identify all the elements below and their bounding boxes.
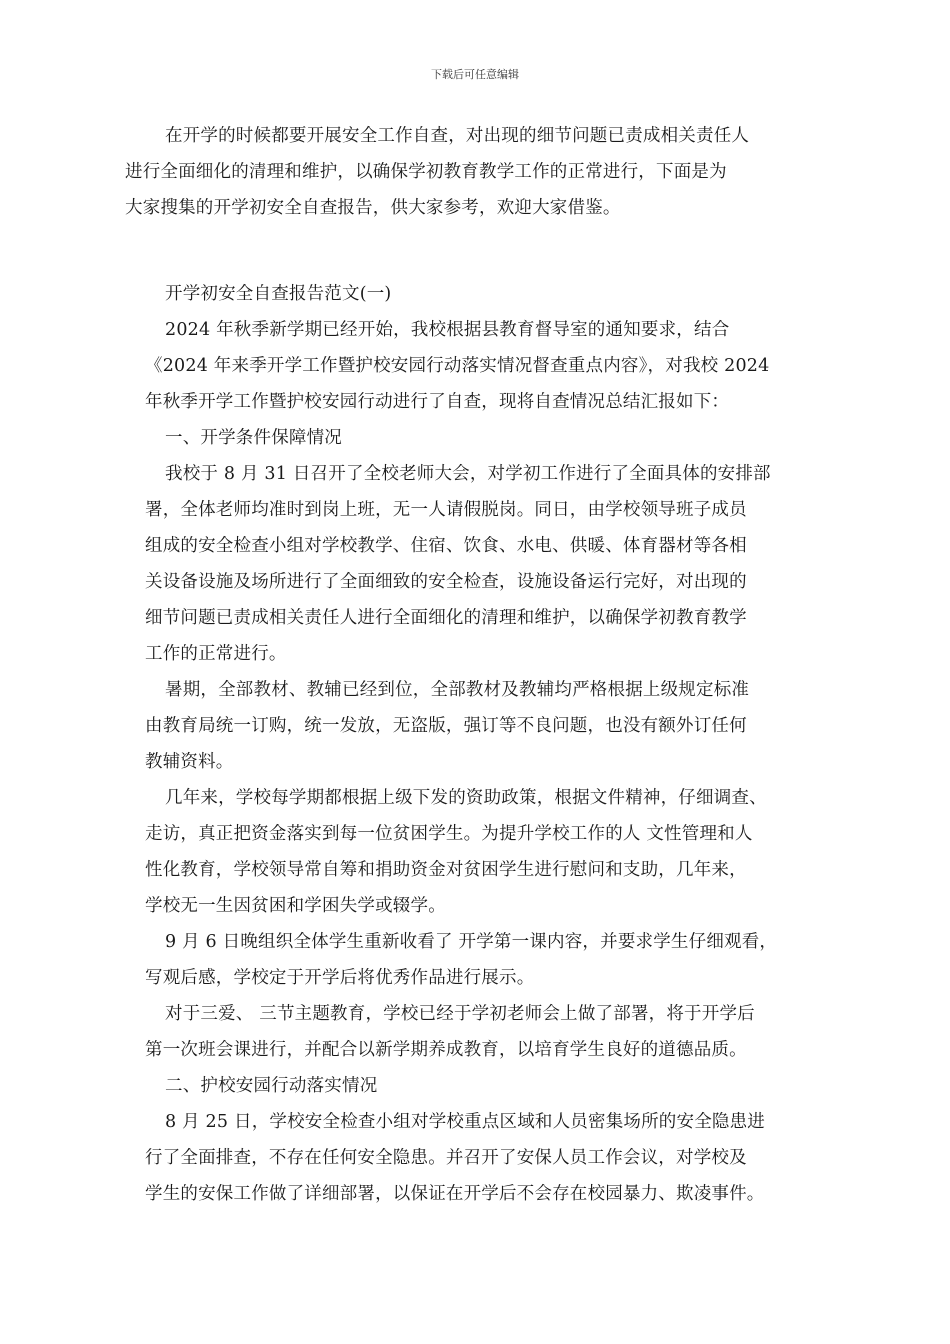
report-paragraph bbox=[145, 456, 813, 672]
report-line: 学生的安保工作做了详细部署，以保证在开学后不会存在校园暴力、欺凌事件。 bbox=[145, 1184, 765, 1204]
report-line: 9 月 6 日晚组织全体学生重新收看了 开学第一课内容，并要求学生仔细观看， bbox=[165, 932, 778, 952]
report-line: 写观后感，学校定于开学后将优秀作品进行展示。 bbox=[145, 968, 535, 988]
intro-line: 大家搜集的开学初安全自查报告，供大家参考，欢迎大家借鉴。 bbox=[125, 198, 621, 218]
report-line: 关设备设施及场所进行了全面细致的安全检查，设施设备运行完好，对出现的 bbox=[145, 572, 747, 592]
report-line: 性化教育，学校领导常自筹和捐助资金对贫困学生进行慰问和支助，几年来， bbox=[145, 860, 747, 880]
report-paragraph bbox=[145, 420, 813, 456]
report-line: 年秋季开学工作暨护校安园行动进行了自查，现将自查情况总结汇报如下： bbox=[145, 392, 730, 412]
report-line: 署，全体老师均准时到岗上班，无一人请假脱岗。同日，由学校领导班子成员 bbox=[145, 500, 747, 520]
report-line: 《2024 年来季开学工作暨护校安园行动落实情况督查重点内容》，对我校 2024 bbox=[145, 356, 770, 376]
report-paragraph bbox=[145, 312, 813, 420]
report-line: 行了全面排查，不存在任何安全隐患。并召开了安保人员工作会议，对学校及 bbox=[145, 1148, 747, 1168]
report-line: 我校于 8 月 31 日召开了全校老师大会，对学初工作进行了全面具体的安排部 bbox=[165, 464, 771, 484]
report-line: 走访，真正把资金落实到每一位贫困学生。为提升学校工作的人 文性管理和人 bbox=[145, 824, 753, 844]
report-line: 由教育局统一订购，统一发放，无盗版，强订等不良问题，也没有额外订任何 bbox=[145, 716, 747, 736]
intro-line: 进行全面细化的清理和维护，以确保学初教育教学工作的正常进行，下面是为 bbox=[125, 162, 727, 182]
report-paragraph bbox=[145, 996, 813, 1068]
report-paragraph bbox=[145, 1104, 813, 1212]
intro-line: 在开学的时候都要开展安全工作自查，对出现的细节问题已责成相关责任人 bbox=[165, 126, 750, 146]
report-line: 组成的安全检查小组对学校教学、住宿、饮食、水电、供暖、体育器材等各相 bbox=[145, 536, 747, 556]
report-line: 暑期，全部教材、教辅已经到位，全部教材及教辅均严格根据上级规定标准 bbox=[165, 680, 750, 700]
report-paragraph bbox=[145, 780, 813, 924]
report-line: 工作的正常进行。 bbox=[145, 644, 287, 664]
report-line: 二、护校安园行动落实情况 bbox=[165, 1076, 378, 1096]
page-header: 下载后可任意编辑 bbox=[431, 68, 519, 81]
document-body bbox=[125, 118, 813, 1212]
report-paragraph bbox=[145, 1068, 813, 1104]
report-paragraph bbox=[145, 924, 813, 996]
report-line: 学校无一生因贫困和学困失学或辍学。 bbox=[145, 896, 446, 916]
report-paragraphs bbox=[145, 312, 813, 1212]
report-line: 对于三爱、 三节主题教育，学校已经于学初老师会上做了部署，将于开学后 bbox=[165, 1004, 755, 1024]
section-title: 开学初安全自查报告范文(一) bbox=[165, 284, 392, 304]
report-line: 2024 年秋季新学期已经开始，我校根据县教育督导室的通知要求，结合 bbox=[165, 320, 730, 340]
report-line: 第一次班会课进行，并配合以新学期养成教育，以培育学生良好的道德品质。 bbox=[145, 1040, 747, 1060]
intro-paragraph bbox=[125, 118, 813, 226]
report-paragraph bbox=[145, 672, 813, 780]
report-line: 几年来，学校每学期都根据上级下发的资助政策，根据文件精神，仔细调查、 bbox=[165, 788, 767, 808]
report-line: 一、开学条件保障情况 bbox=[165, 428, 342, 448]
report-line: 细节问题已责成相关责任人进行全面细化的清理和维护，以确保学初教育教学 bbox=[145, 608, 747, 628]
report-line: 8 月 25 日，学校安全检查小组对学校重点区域和人员密集场所的安全隐患进 bbox=[165, 1112, 765, 1132]
report-line: 教辅资料。 bbox=[145, 752, 234, 772]
